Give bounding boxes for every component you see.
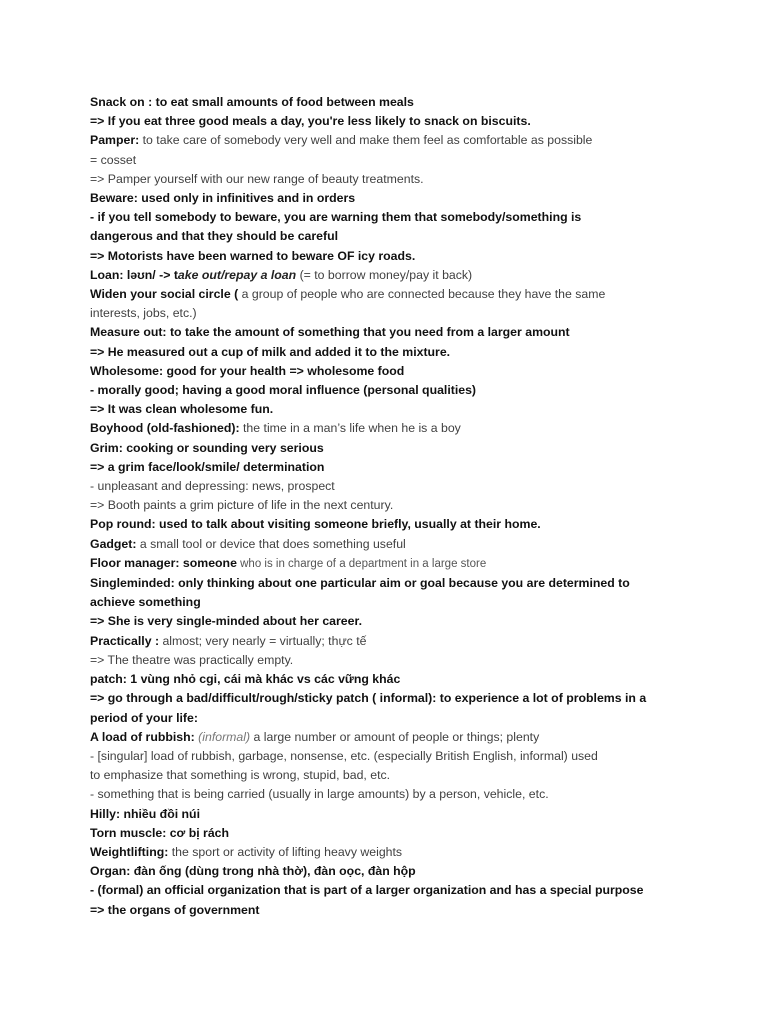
example-text: => go through a bad/difficult/rough/sticky patch ( informal): to experience a lot of problems in a xyxy=(90,691,647,706)
entry-definition: the time in a man’s life when he is a boy xyxy=(239,421,461,436)
entry-pop-round: Pop round: used to talk about visiting someone briefly, usually at their home. xyxy=(90,517,541,532)
entry-hilly: Hilly: nhiều đồi núi xyxy=(90,806,200,821)
entry-definition: a group of people who are connected because they have the same xyxy=(238,287,606,302)
entry-term: A load of rubbish: xyxy=(90,729,195,744)
definition-text: - morally good; having a good moral influence (personal qualities) xyxy=(90,383,477,398)
text-line xyxy=(90,400,690,419)
text-line xyxy=(90,323,690,342)
text-line xyxy=(90,304,690,323)
entry-patch: patch: 1 vùng nhỏ cgi, cái mà khác vs các vững khác xyxy=(90,672,401,687)
entry-definition: to take care of somebody very well and make them feel as comfortable as possible xyxy=(139,133,593,148)
definition-text: interests, jobs, etc.) xyxy=(90,306,197,321)
text-line xyxy=(90,439,690,458)
text-line xyxy=(90,477,690,496)
synonym-text: = cosset xyxy=(90,152,137,167)
text-line xyxy=(90,709,690,728)
text-line xyxy=(90,785,690,804)
document-page xyxy=(90,93,690,920)
example-text: => She is very single-minded about her career. xyxy=(90,614,363,629)
entry-term: Boyhood (old-fashioned): xyxy=(90,421,240,436)
entry-definition: the sport or activity of lifting heavy weights xyxy=(168,844,403,859)
text-line xyxy=(90,554,690,574)
entry-organ: Organ: đàn ống (dùng trong nhà thờ), đàn oọc, đàn hộp xyxy=(90,864,416,879)
definition-text: - something that is being carried (usually in large amounts) by a person, vehicle, etc. xyxy=(90,787,549,802)
entry-term: Loan: ləʊn/ -> t xyxy=(90,267,178,282)
text-line xyxy=(90,843,690,862)
text-line xyxy=(90,881,690,900)
text-line xyxy=(90,362,690,381)
text-line xyxy=(90,285,690,304)
text-line xyxy=(90,901,690,920)
text-line xyxy=(90,93,690,112)
definition-text: - [singular] load of rubbish, garbage, nonsense, etc. (especially British English, informal) used xyxy=(90,748,598,763)
text-line xyxy=(90,151,690,170)
entry-measure-out: Measure out: to take the amount of something that you need from a larger amount xyxy=(90,325,570,340)
example-text: => Motorists have been warned to beware OF icy roads. xyxy=(90,248,416,263)
text-line xyxy=(90,728,690,747)
register-label: (informal) xyxy=(194,729,251,744)
text-line xyxy=(90,381,690,400)
entry-definition: a small tool or device that does something useful xyxy=(136,536,406,551)
definition-text: dangerous and that they should be careful xyxy=(90,229,339,244)
text-line xyxy=(90,343,690,362)
entry-grim: Grim: cooking or sounding very serious xyxy=(90,440,324,455)
entry-definition: almost; very nearly = virtually; thực tế xyxy=(159,633,367,648)
text-line xyxy=(90,266,690,285)
text-line xyxy=(90,689,690,708)
text-line xyxy=(90,419,690,438)
entry-term: Practically : xyxy=(90,633,160,648)
text-line xyxy=(90,747,690,766)
entry-definition: a large number or amount of people or things; plenty xyxy=(250,729,540,744)
entry-term: Gadget: xyxy=(90,536,137,551)
example-text: => the organs of government xyxy=(90,902,260,917)
text-line xyxy=(90,862,690,881)
text-line xyxy=(90,574,690,593)
example-text: => Booth paints a grim picture of life in the next century. xyxy=(90,498,394,513)
entry-torn-muscle: Torn muscle: cơ bị rách xyxy=(90,825,230,840)
text-line xyxy=(90,189,690,208)
text-line xyxy=(90,112,690,131)
text-line xyxy=(90,824,690,843)
definition-text: - (formal) an official organization that is part of a larger organization and has a special purpose xyxy=(90,883,644,898)
entry-beware: Beware: used only in infinitives and in orders xyxy=(90,191,356,206)
text-line xyxy=(90,651,690,670)
text-line xyxy=(90,670,690,689)
example-text: => The theatre was practically empty. xyxy=(90,652,294,667)
entry-definition: (= to borrow money/pay it back) xyxy=(296,267,473,282)
entry-snack-on: Snack on : to eat small amounts of food between meals xyxy=(90,95,414,109)
text-line xyxy=(90,593,690,612)
definition-text: period of your life: xyxy=(90,710,198,725)
text-line xyxy=(90,131,690,150)
definition-text: - unpleasant and depressing: news, prospect xyxy=(90,479,335,494)
text-line xyxy=(90,632,690,651)
example-text: => Pamper yourself with our new range of beauty treatments. xyxy=(90,171,424,186)
text-line xyxy=(90,496,690,515)
entry-term: Pamper: xyxy=(90,133,140,148)
definition-text: - if you tell somebody to beware, you are warning them that somebody/something is xyxy=(90,210,582,225)
definition-text: to emphasize that something is wrong, stupid, bad, etc. xyxy=(90,768,391,783)
text-line xyxy=(90,170,690,189)
text-line xyxy=(90,227,690,246)
text-line xyxy=(90,535,690,554)
example-text: => He measured out a cup of milk and added it to the mixture. xyxy=(90,344,451,359)
text-line xyxy=(90,805,690,824)
text-line xyxy=(90,208,690,227)
text-line xyxy=(90,612,690,631)
text-line xyxy=(90,766,690,785)
entry-term: Floor manager: someone xyxy=(90,555,237,570)
example-text: => It was clean wholesome fun. xyxy=(90,402,274,417)
entry-term: Widen your social circle ( xyxy=(90,287,239,302)
collocation-text: ake out/repay a loan xyxy=(177,267,297,282)
text-line xyxy=(90,515,690,534)
text-line xyxy=(90,458,690,477)
entry-term: Weightlifting: xyxy=(90,844,169,859)
definition-text: achieve something xyxy=(90,595,201,610)
text-line xyxy=(90,247,690,266)
entry-singleminded: Singleminded: only thinking about one particular aim or goal because you are determined to xyxy=(90,576,630,591)
example-text: => If you eat three good meals a day, you're less likely to snack on biscuits. xyxy=(90,114,531,129)
example-text: => a grim face/look/smile/ determination xyxy=(90,459,325,474)
entry-wholesome: Wholesome: good for your health => wholesome food xyxy=(90,363,405,378)
entry-definition: who is in charge of a department in a large store xyxy=(236,557,487,570)
